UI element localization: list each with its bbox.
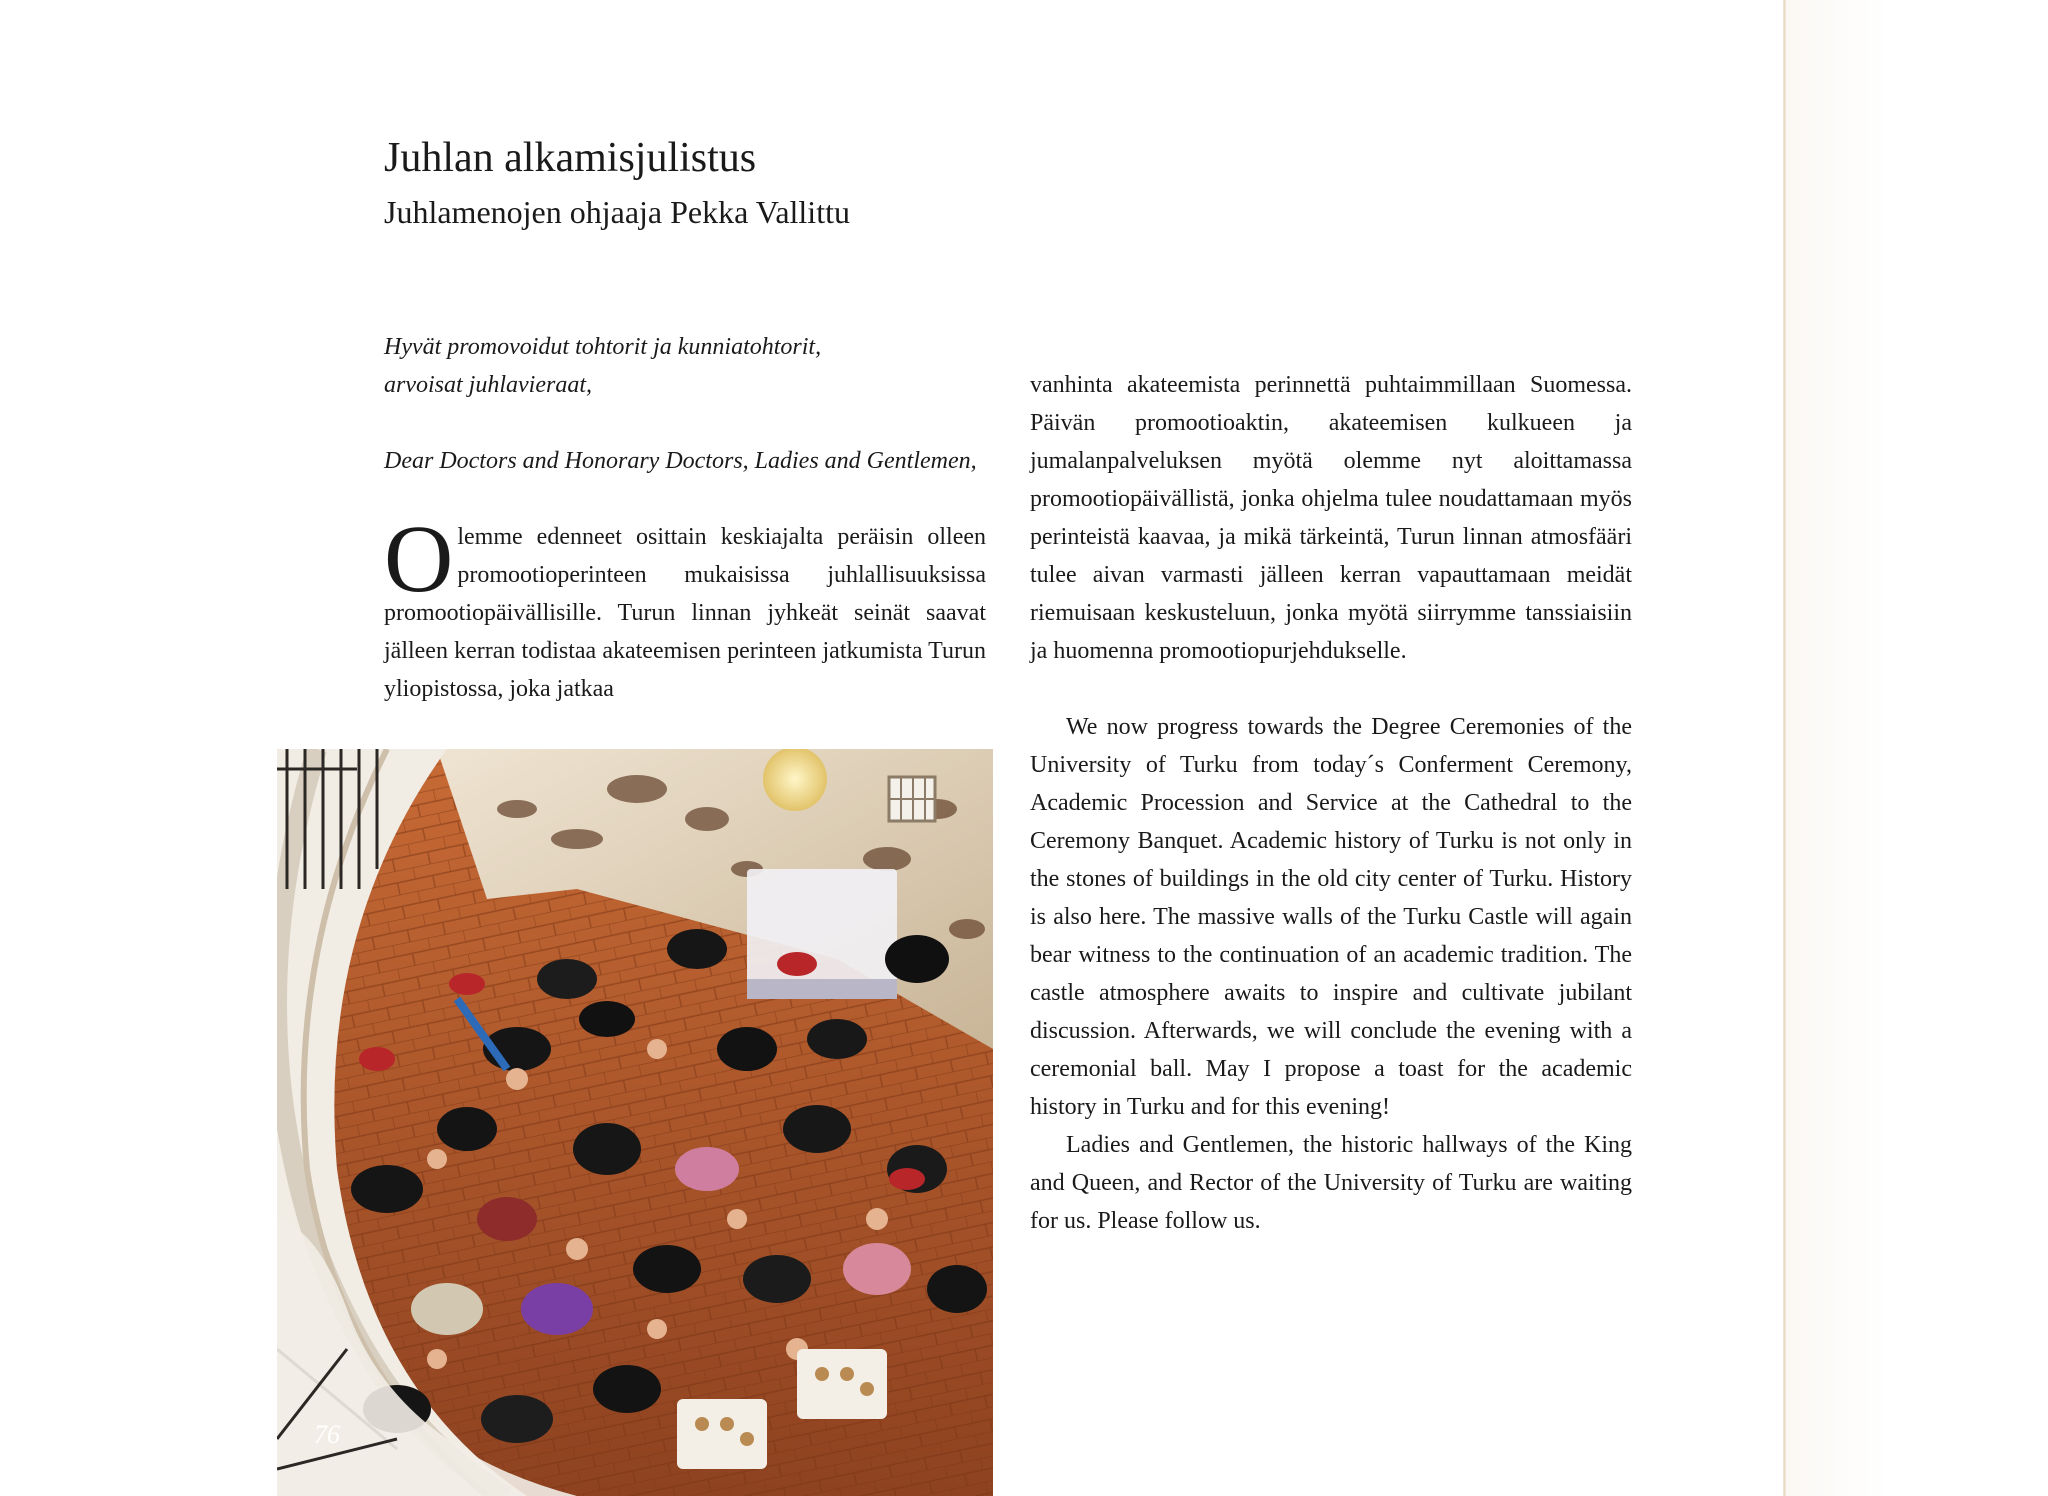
finnish-text-part1: lemme edenneet osittain keskiajalta peräisin olleen promootioperinteen mukaisissa juhlallisuuksissa promootiopäivällisille. Turun linnan jyhkeät seinät saavat jälleen kerran todistaa akateemisen perinteen jatkumista Turun yliopistossa, joka jatkaa <box>384 524 986 702</box>
finnish-paragraph-start <box>384 505 986 708</box>
greeting-finnish-line2: arvoisat juhlavieraat, <box>384 372 592 398</box>
english-paragraph-1: We now progress towards the Degree Ceremonies of the University of Turku from today´s Conferment Ceremony, Academic Procession and Service at the Cathedral to the Ceremony Banquet. Academic history of Turku is not only in the stones of buildings in the old city center of Turku. History is also here. The massive walls of the Turku Castle will again bear witness to the continuation of an academic tradition. The castle atmosphere awaits to inspire and cultivate jubilant discussion. Afterwards, we will conclude the evening with a ceremonial ball. May I propose a toast for the academic history in Turku and for this evening! <box>1030 714 1632 1120</box>
english-paragraph-2: Ladies and Gentlemen, the historic hallways of the King and Queen, and Rector of the University of Turku are waiting for us. Please follow us. <box>1030 1132 1632 1234</box>
page-edge-shading <box>1786 0 2048 1496</box>
banquet-photo <box>277 749 993 1496</box>
right-column <box>1030 366 1632 1240</box>
greeting-english: Dear Doctors and Honorary Doctors, Ladies and Gentlemen, <box>384 448 977 474</box>
drop-cap: O <box>384 505 454 612</box>
article-title: Juhlan alkamisjulistus <box>384 135 757 181</box>
page-number: 76 <box>314 1420 340 1449</box>
page-edge-line <box>1783 0 1786 1496</box>
greeting-finnish-line1: Hyvät promovoidut tohtorit ja kunniatohtorit, <box>384 334 822 360</box>
finnish-text-part2: vanhinta akateemista perinnettä puhtaimmillaan Suomessa. Päivän promootioaktin, akateemisen kulkueen ja jumalanpalveluksen myötä olemme nyt aloittamassa promootiopäivällistä, jonka ohjelma tulee noudattamaan myös perinteistä kaavaa, ja mikä tärkeintä, Turun linnan atmosfääri tulee aivan varmasti jälleen kerran vapauttamaan meidät riemuisaan keskusteluun, jonka myötä siirrymme tanssiaisiin ja huomenna promootiopurjehdukselle. <box>1030 372 1632 664</box>
article-subtitle: Juhlamenojen ohjaaja Pekka Vallittu <box>384 194 850 230</box>
banquet-photo-illustration <box>277 749 993 1496</box>
